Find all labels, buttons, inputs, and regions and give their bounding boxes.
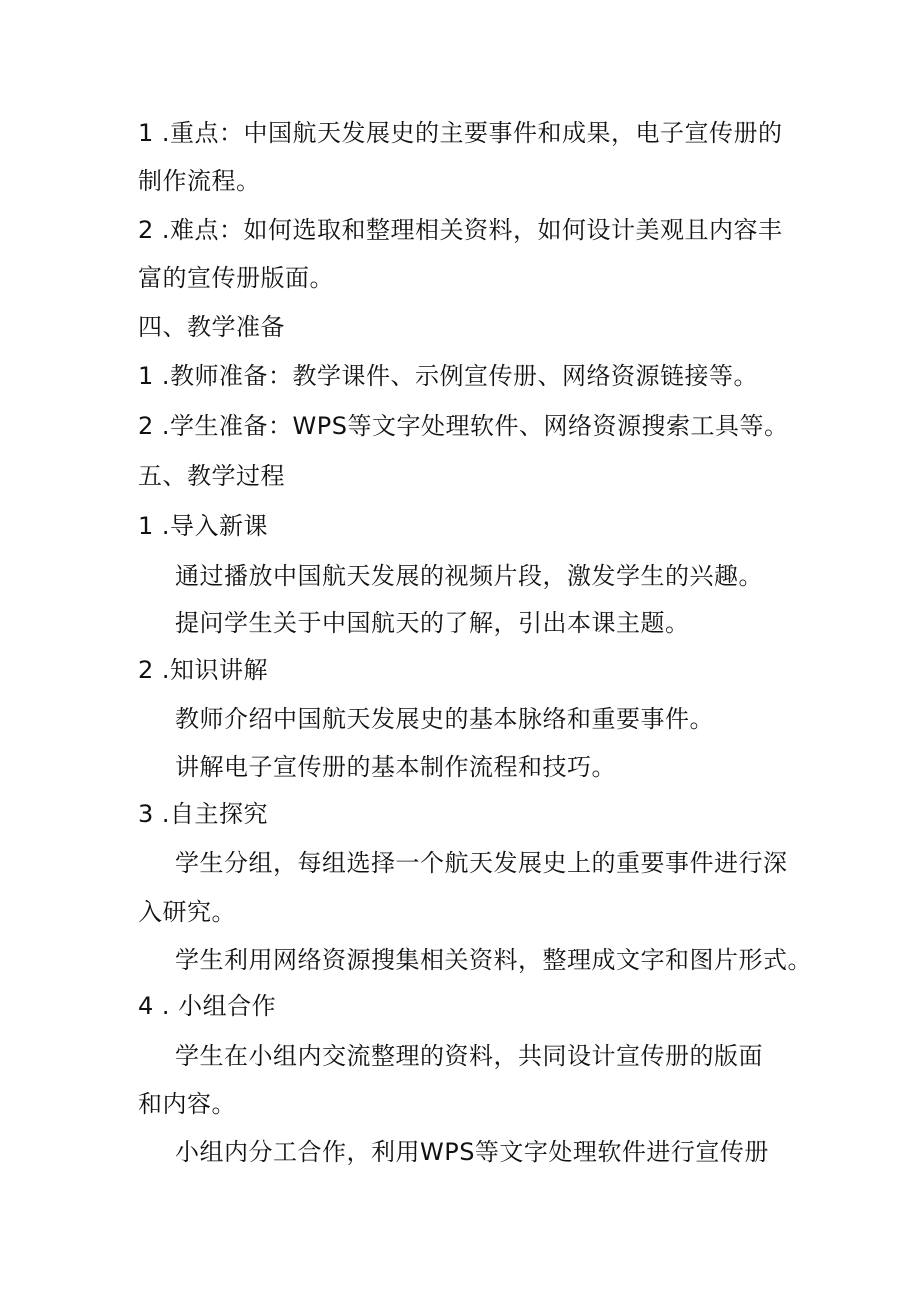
inquiry-detail-1: 学生分组，每组选择一个航天发展史上的重要事件进行深 — [175, 849, 788, 877]
section-heading-process: 五、教学过程 — [138, 462, 285, 490]
difficulties-line-1: 2 .难点：如何选取和整理相关资料，如何设计美观且内容丰 — [138, 216, 783, 244]
knowledge-detail-2: 讲解电子宣传册的基本制作流程和技巧。 — [175, 753, 616, 781]
teacher-preparation: 1 .教师准备：教学课件、示例宣传册、网络资源链接等。 — [138, 362, 759, 390]
knowledge-detail-1: 教师介绍中国航天发展史的基本脉络和重要事件。 — [175, 705, 714, 733]
step-heading-inquiry: 3 .自主探究 — [138, 800, 269, 828]
section-heading-preparation: 四、教学准备 — [138, 313, 285, 341]
key-points-line-2: 制作流程。 — [138, 167, 261, 195]
difficulties-line-2: 富的宣传册版面。 — [138, 264, 334, 292]
step-heading-knowledge: 2 .知识讲解 — [138, 656, 269, 684]
step-heading-cooperation: 4 . 小组合作 — [138, 992, 277, 1020]
step-heading-intro: 1 .导入新课 — [138, 512, 269, 540]
key-points-line-1: 1 .重点：中国航天发展史的主要事件和成果，电子宣传册的 — [138, 119, 783, 147]
student-preparation: 2 .学生准备：WPS等文字处理软件、网络资源搜索工具等。 — [138, 412, 789, 440]
cooperation-detail-1-cont: 和内容。 — [138, 1090, 236, 1118]
cooperation-detail-1: 学生在小组内交流整理的资料，共同设计宣传册的版面 — [175, 1042, 763, 1070]
inquiry-detail-2: 学生利用网络资源搜集相关资料，整理成文字和图片形式。 — [175, 946, 812, 974]
intro-detail-1: 通过播放中国航天发展的视频片段，激发学生的兴趣。 — [175, 562, 763, 590]
cooperation-detail-2: 小组内分工合作，利用WPS等文字处理软件进行宣传册 — [175, 1138, 769, 1166]
inquiry-detail-1-cont: 入研究。 — [138, 898, 236, 926]
intro-detail-2: 提问学生关于中国航天的了解，引出本课主题。 — [175, 609, 690, 637]
